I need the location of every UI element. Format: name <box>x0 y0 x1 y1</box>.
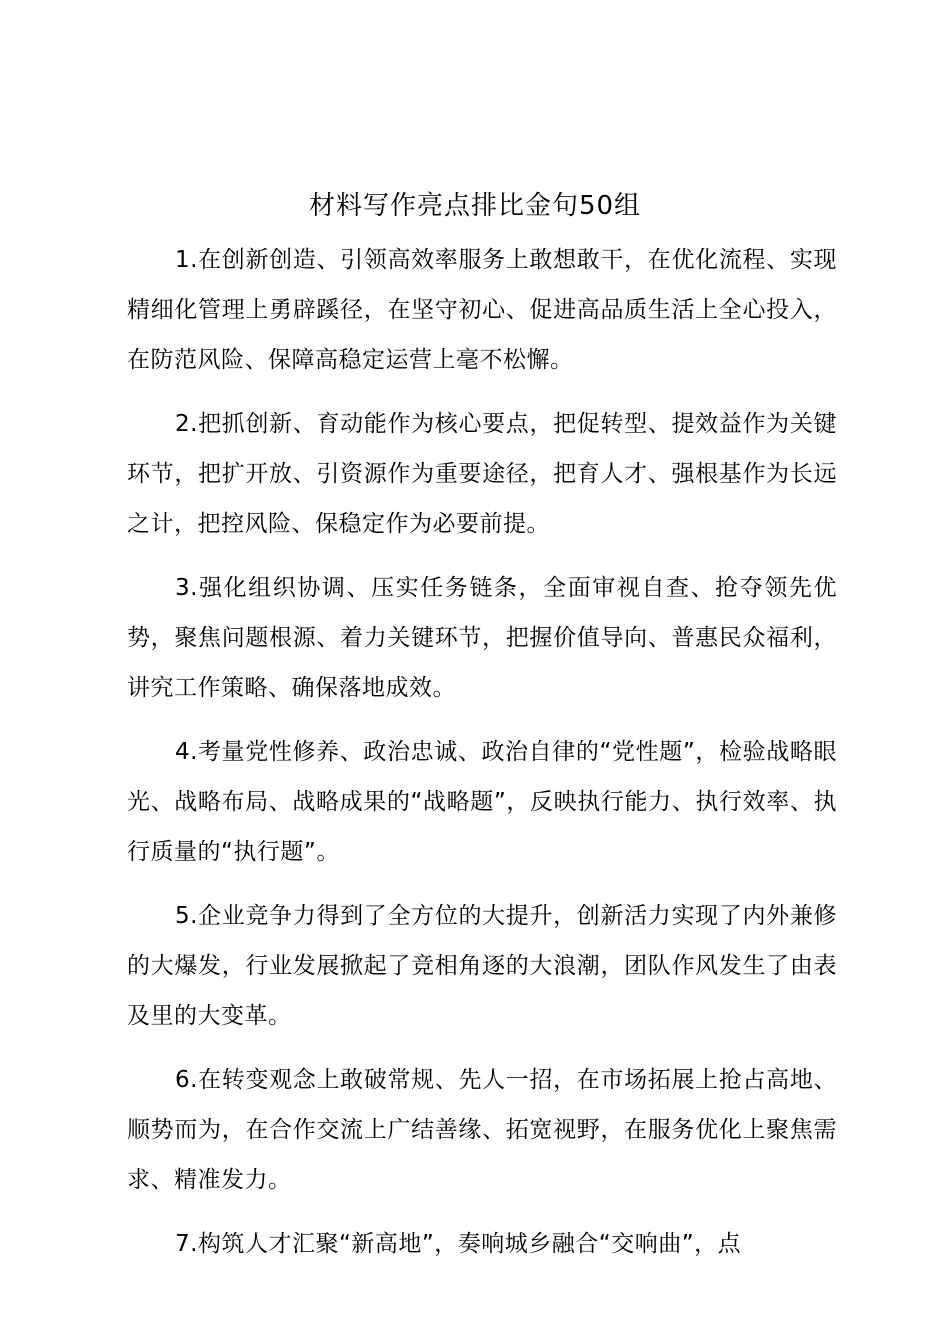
document-title: 材料写作亮点排比金句50组 <box>308 191 642 221</box>
paragraph-6: 6.在转变观念上敢破常规、先人一招，在市场拓展上抢占高地、顺势而为，在合作交流上广结善缘、拓宽视野，在服务优化上聚焦需求、精准发力。 <box>127 1067 837 1193</box>
paragraph-7: 7.构筑人才汇聚“新高地”，奏响城乡融合“交响曲”，点 <box>175 1231 742 1257</box>
paragraph-1: 1.在创新创造、引领高效率服务上敢想敢干，在优化流程、实现精细化管理上勇辟蹊径，在坚守初心、促进高品质生活上全心投入，在防范风险、保障高稳定运营上毫不松懈。 <box>127 247 837 373</box>
paragraph-4: 4.考量党性修养、政治忠诚、政治自律的“党性题”，检验战略眼光、战略布局、战略成果的“战略题”，反映执行能力、执行效率、执行质量的“执行题”。 <box>127 739 837 865</box>
paragraph-3: 3.强化组织协调、压实任务链条，全面审视自查、抢夺领先优势，聚焦问题根源、着力关键环节，把握价值导向、普惠民众福利，讲究工作策略、确保落地成效。 <box>127 575 837 701</box>
paragraph-5: 5.企业竞争力得到了全方位的大提升，创新活力实现了内外兼修的大爆发，行业发展掀起了竞相角逐的大浪潮，团队作风发生了由表及里的大变革。 <box>127 903 837 1029</box>
document-body <box>127 235 837 1283</box>
paragraph-2: 2.把抓创新、育动能作为核心要点，把促转型、提效益作为关键环节，把扩开放、引资源作为重要途径，把育人才、强根基作为长远之计，把控风险、保稳定作为必要前提。 <box>127 411 837 537</box>
